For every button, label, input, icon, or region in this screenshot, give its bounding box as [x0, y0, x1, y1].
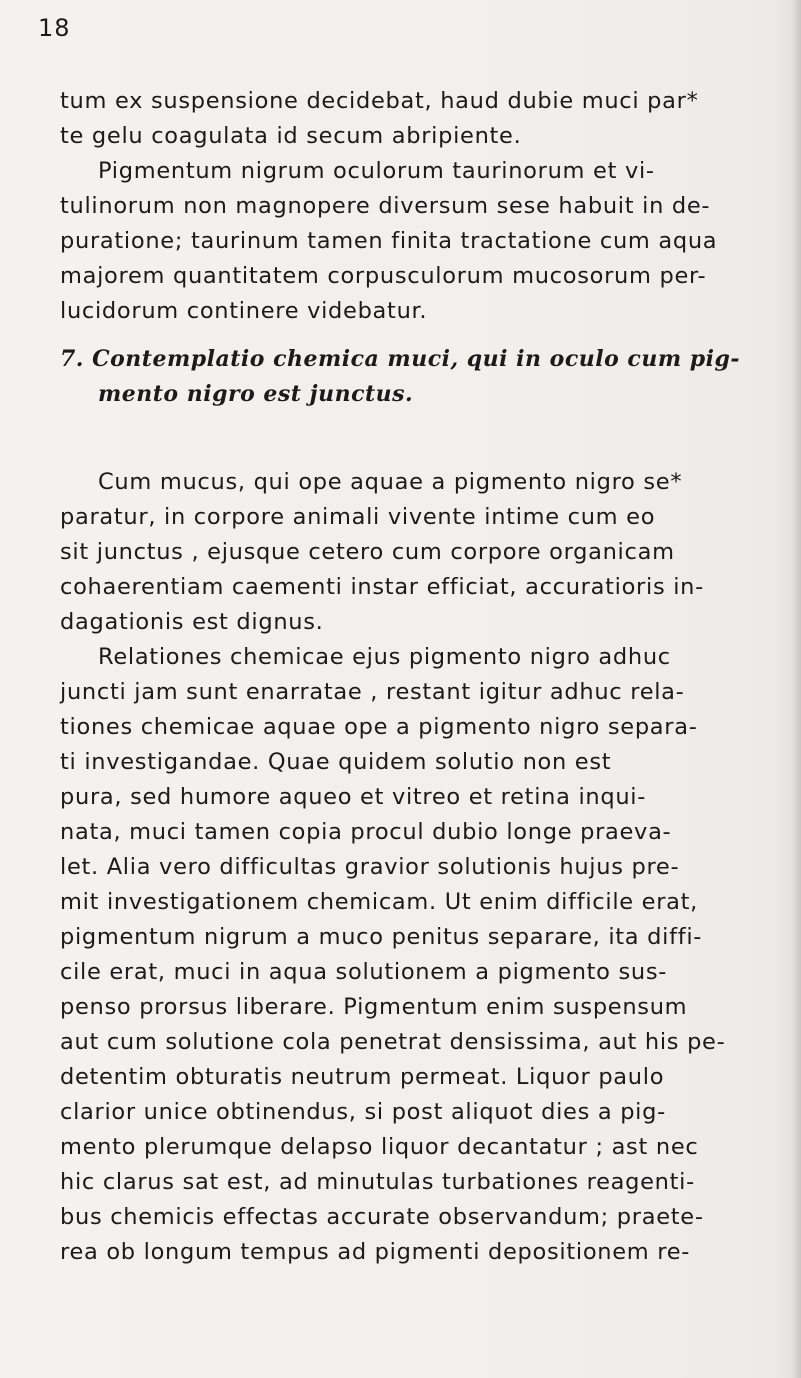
paragraph-2-line-1: Pigmentum nigrum oculorum taurinorum et vi- [98, 158, 655, 184]
paragraph-4-line-10: cile erat, muci in aqua solutionem a pigmento sus- [60, 959, 668, 985]
paragraph-4-line-4: ti investigandae. Quae quidem solutio non est [60, 749, 612, 775]
paragraph-4-line-3: tiones chemicae aquae ope a pigmento nigro separa- [60, 714, 698, 740]
paragraph-4-line-18: rea ob longum tempus ad pigmenti depositionem re- [60, 1239, 691, 1265]
paragraph-4-line-16: hic clarus sat est, ad minutulas turbationes reagenti- [60, 1169, 695, 1195]
section-heading-line-2: mento nigro est junctus. [98, 381, 414, 407]
paragraph-4-line-9: pigmentum nigrum a muco penitus separare, ita diffi- [60, 924, 703, 950]
paragraph-4-line-17: bus chemicis effectas accurate observandum; praete- [60, 1204, 704, 1230]
page-edge-shadow [791, 0, 801, 1378]
section-heading-line-1: 7. Contemplatio chemica muci, qui in oculo cum pig- [60, 346, 741, 372]
paragraph-2-line-5: lucidorum continere videbatur. [60, 298, 428, 324]
paragraph-4-line-13: detentim obturatis neutrum permeat. Liquor paulo [60, 1064, 665, 1090]
paragraph-4-line-1: Relationes chemicae ejus pigmento nigro adhuc [98, 644, 671, 670]
paragraph-4-line-11: penso prorsus liberare. Pigmentum enim suspensum [60, 994, 688, 1020]
paragraph-4-line-7: let. Alia vero difficultas gravior solutionis hujus pre- [60, 854, 680, 880]
paragraph-1-line-1: tum ex suspensione decidebat, haud dubie muci par* [60, 88, 699, 114]
paragraph-4-line-12: aut cum solutione cola penetrat densissima, aut his pe- [60, 1029, 726, 1055]
paragraph-4-line-2: juncti jam sunt enarratae , restant igitur adhuc rela- [60, 679, 685, 705]
paragraph-3-line-3: sit junctus , ejusque cetero cum corpore organicam [60, 539, 675, 565]
paragraph-4-line-15: mento plerumque delapso liquor decantatur ; ast nec [60, 1134, 699, 1160]
paragraph-3-line-4: cohaerentiam caementi instar efficiat, accuratioris in- [60, 574, 704, 600]
paragraph-3-line-1: Cum mucus, qui ope aquae a pigmento nigro se* [98, 469, 683, 495]
paragraph-3-line-5: dagationis est dignus. [60, 609, 324, 635]
paragraph-4-line-6: nata, muci tamen copia procul dubio longe praeva- [60, 819, 672, 845]
paragraph-2-line-2: tulinorum non magnopere diversum sese habuit in de- [60, 193, 711, 219]
paragraph-4-line-8: mit investigationem chemicam. Ut enim difficile erat, [60, 889, 699, 915]
paragraph-4-line-14: clarior unice obtinendus, si post aliquot dies a pig- [60, 1099, 666, 1125]
paragraph-3-line-2: paratur, in corpore animali vivente intime cum eo [60, 504, 656, 530]
page-number: 18 [38, 14, 71, 42]
paragraph-2-line-4: majorem quantitatem corpusculorum mucosorum per- [60, 263, 707, 289]
paragraph-1-line-2: te gelu coagulata id secum abripiente. [60, 123, 522, 149]
paragraph-4-line-5: pura, sed humore aqueo et vitreo et retina inqui- [60, 784, 647, 810]
paragraph-2-line-3: puratione; taurinum tamen finita tractatione cum aqua [60, 228, 718, 254]
